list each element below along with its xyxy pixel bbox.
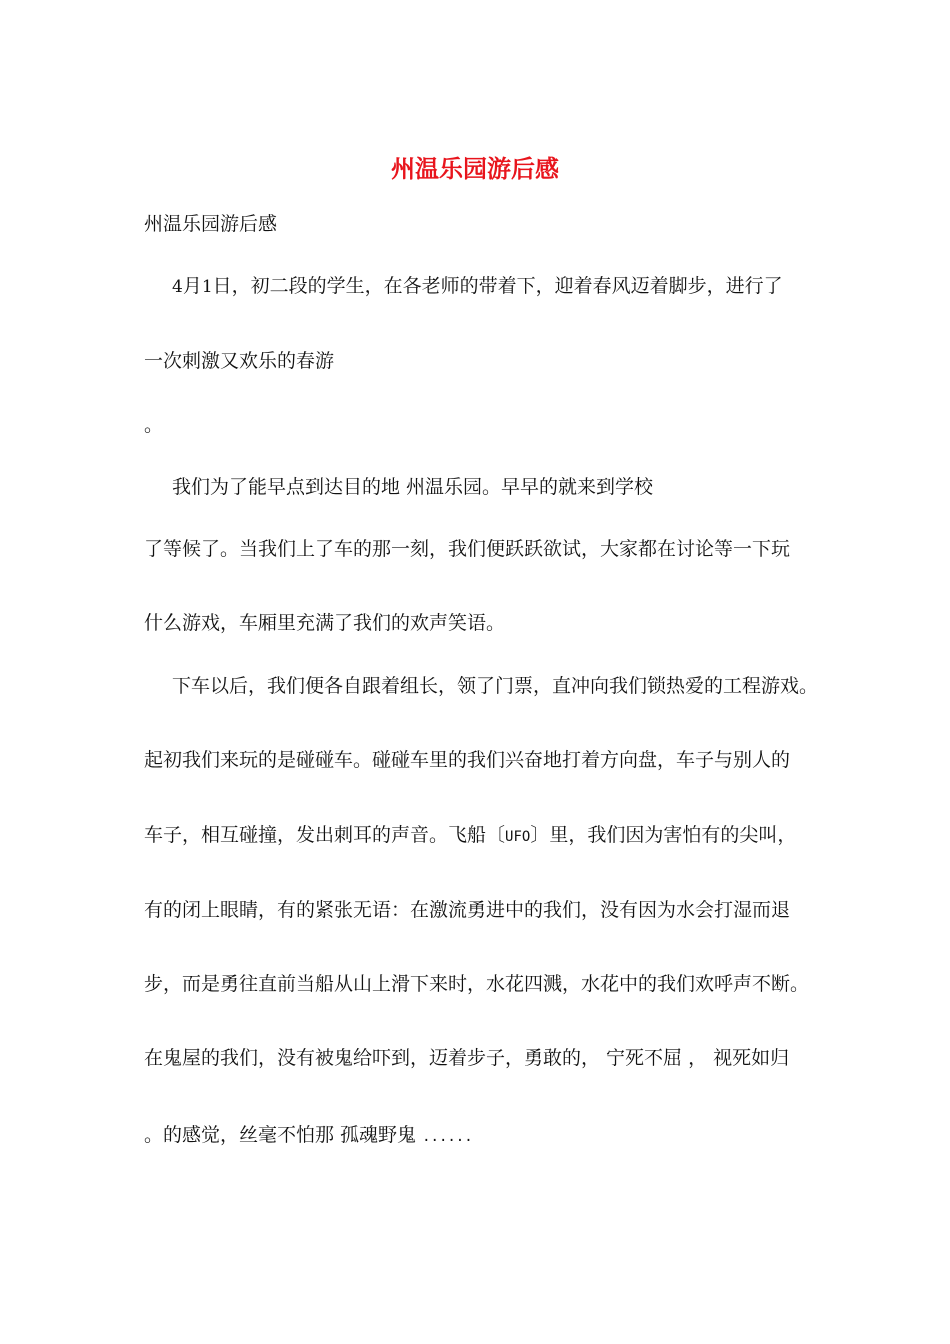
paragraph-1-line-2: 一次刺激又欢乐的春游 [144, 350, 335, 372]
paragraph-3-line-4: 有的闭上眼睛，有的紧张无语：在激流勇进中的我们，没有因为水会打湿而退 [144, 899, 791, 921]
paragraph-3-line-3 [144, 822, 796, 850]
paragraph-3-line-7 [144, 1122, 473, 1150]
ellipsis: ...... [422, 1129, 473, 1145]
paragraph-3-line-1: 下车以后，我们便各自跟着组长，领了门票，直冲向我们锁热爱的工程游戏。 [172, 675, 819, 697]
paragraph-3-line-3-text-b: 〕里，我们因为害怕有的尖叫， [530, 824, 797, 846]
ufo-label: UFO [505, 829, 531, 845]
paragraph-3-line-6: 在鬼屋的我们，没有被鬼给吓到，迈着步子，勇敢的， 宁死不屈 ， 视死如归 [144, 1047, 790, 1069]
paragraph-3-line-3-text-a: 车子，相互碰撞，发出刺耳的声音。飞船〔 [144, 824, 506, 846]
paragraph-2-line-3: 什么游戏，车厢里充满了我们的欢声笑语。 [144, 612, 506, 634]
paragraph-1-line-1 [172, 273, 783, 300]
date-month-char: 月 [182, 275, 202, 297]
paragraph-3-line-2: 起初我们来玩的是碰碰车。碰碰车里的我们兴奋地打着方向盘，车子与别人的 [144, 749, 791, 771]
document-title: 州温乐园游后感 [391, 154, 559, 183]
date-month-number: 4 [172, 277, 183, 297]
paragraph-2-line-1: 我们为了能早点到达目的地 州温乐园。早早的就来到学校 [172, 476, 654, 498]
paragraph-2-line-2: 了等候了。当我们上了车的那一刻，我们便跃跃欲试，大家都在讨论等一下玩 [144, 538, 791, 560]
paragraph-3-line-7-text: 。的感觉，丝毫不怕那 孤魂野鬼 [144, 1124, 423, 1146]
date-day-number: 1 [201, 277, 213, 297]
document-subtitle: 州温乐园游后感 [144, 213, 278, 235]
paragraph-1-line-3: 。 [144, 414, 164, 436]
paragraph-3-line-5: 步，而是勇往直前当船从山上滑下来时，水花四溅，水花中的我们欢呼声不断。 [144, 973, 810, 995]
paragraph-1-line-1-text: 日，初二段的学生，在各老师的带着下，迎着春风迈着脚步，进行了 [212, 275, 783, 297]
